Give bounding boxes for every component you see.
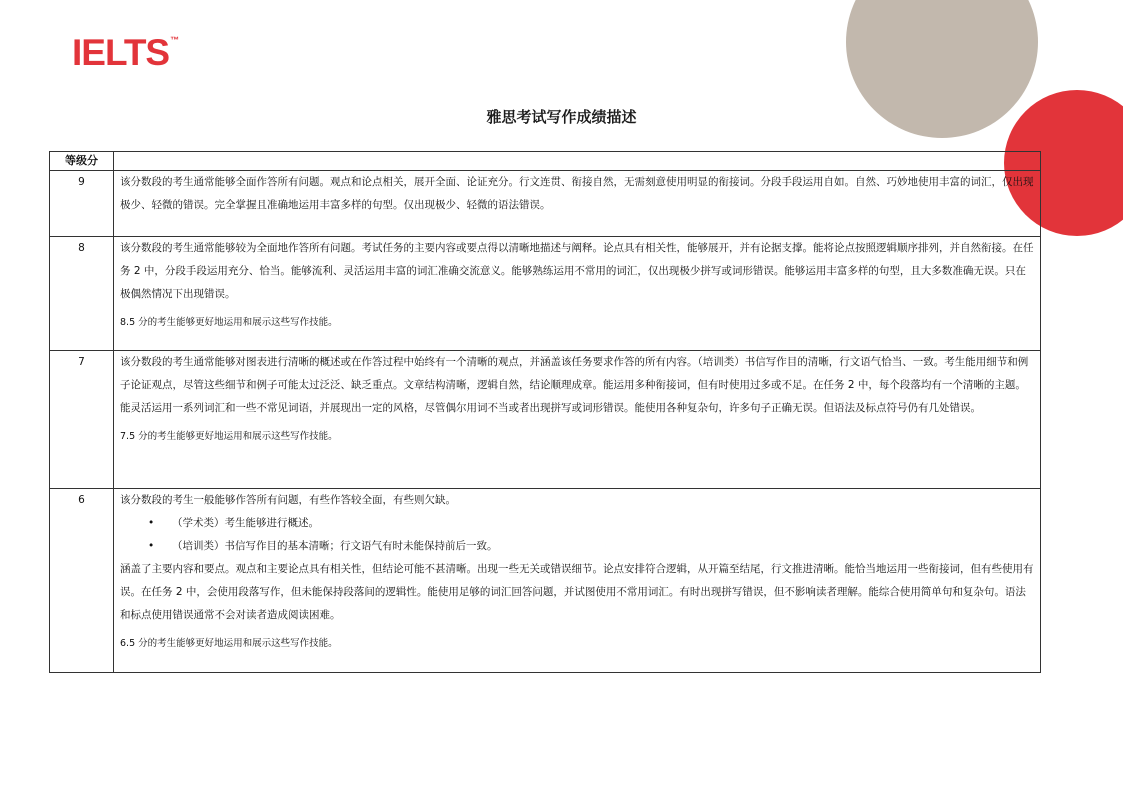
half-band-note: 6.5 分的考生能够更好地运用和展示这些写作技能。 xyxy=(120,638,338,649)
band-score: 9 xyxy=(50,171,114,237)
band-score: 6 xyxy=(50,489,114,673)
document-title: 雅思考试写作成绩描述 xyxy=(486,108,637,126)
table-row-band-6 xyxy=(50,489,1041,673)
table-header-row xyxy=(50,152,1041,171)
band-score: 8 xyxy=(50,237,114,351)
description-text: 该分数段的考生通常能够较为全面地作答所有问题。考试任务的主要内容或要点得以清晰地描述与阐释。论点具有相关性，能够展开，并有论据支撑。能将论点按照逻辑顺序排列，并自然衔接。在任务 2 中，分段手段运用充分、恰当。能够流利、灵活运用丰富的词汇准确交流意义。能够熟练运用不常用的词汇，仅出现极少拼写或词形错误。能够运用丰富多样的句型，且大多数准确无误。只在极偶然情况下出现错误。 xyxy=(120,242,1034,300)
description-text: 该分数段的考生通常能够对图表进行清晰的概述或在作答过程中始终有一个清晰的观点，并涵盖该任务要求作答的所有内容。（培训类）书信写作目的清晰，行文语气恰当、一致。考生能用细节和例子论证观点，尽管这些细节和例子可能太过泛泛、缺乏重点。文章结构清晰，逻辑自然，结论顺理成章。能运用多种衔接词，但有时使用过多或不足。在任务 2 中，每个段落均有一个清晰的主题。能灵活运用一系列词汇和一些不常见词语，并展现出一定的风格，尽管偶尔用词不当或者出现拼写或词形错误。能使用各种复杂句，许多句子正确无误。但语法及标点符号仍有几处错误。 xyxy=(120,356,1029,414)
description-text: 该分数段的考生通常能够全面作答所有问题。观点和论点相关，展开全面、论证充分。行文连贯、衔接自然，无需刻意使用明显的衔接词。分段手段运用自如。自然、巧妙地使用丰富的词汇，仅出现极少、轻微的错误。完全掌握且准确地运用丰富多样的句型。仅出现极少、轻微的语法错误。 xyxy=(120,176,1034,211)
table-row-band-8 xyxy=(50,237,1041,351)
band-score: 7 xyxy=(50,351,114,489)
list-item: • （学术类）考生能够进行概述。 xyxy=(120,512,1034,535)
band-description xyxy=(114,489,1041,673)
ielts-logo xyxy=(72,34,179,71)
description-intro: 该分数段的考生一般能够作答所有问题，有些作答较全面，有些则欠缺。 xyxy=(120,494,456,506)
description-column-header xyxy=(114,152,1041,171)
band-description xyxy=(114,171,1041,237)
table-row-band-9 xyxy=(50,171,1041,237)
band-column-header: 等级分 xyxy=(50,152,114,171)
band-descriptor-table xyxy=(49,151,1041,673)
logo-trademark: ™ xyxy=(170,35,180,45)
half-band-note: 8.5 分的考生能够更好地运用和展示这些写作技能。 xyxy=(120,317,338,328)
half-band-note: 7.5 分的考生能够更好地运用和展示这些写作技能。 xyxy=(120,431,338,442)
logo-text: IELTS xyxy=(72,32,170,73)
band-description xyxy=(114,237,1041,351)
sub-criteria-list xyxy=(120,512,1034,558)
table-row-band-7 xyxy=(50,351,1041,489)
band-description xyxy=(114,351,1041,489)
list-item: • （培训类）书信写作目的基本清晰；行文语气有时未能保持前后一致。 xyxy=(120,535,1034,558)
description-text: 涵盖了主要内容和要点。观点和主要论点具有相关性，但结论可能不甚清晰。出现一些无关或错误细节。论点安排符合逻辑，从开篇至结尾，行文推进清晰。能恰当地运用一些衔接词，但有些使用有误。在任务 2 中，会使用段落写作，但未能保持段落间的逻辑性。能使用足够的词汇回答问题，并试图使用不常用词汇。有时出现拼写错误，但不影响读者理解。能综合使用简单句和复杂句。语法和标点使用错误通常不会对读者造成阅读困难。 xyxy=(120,563,1034,621)
